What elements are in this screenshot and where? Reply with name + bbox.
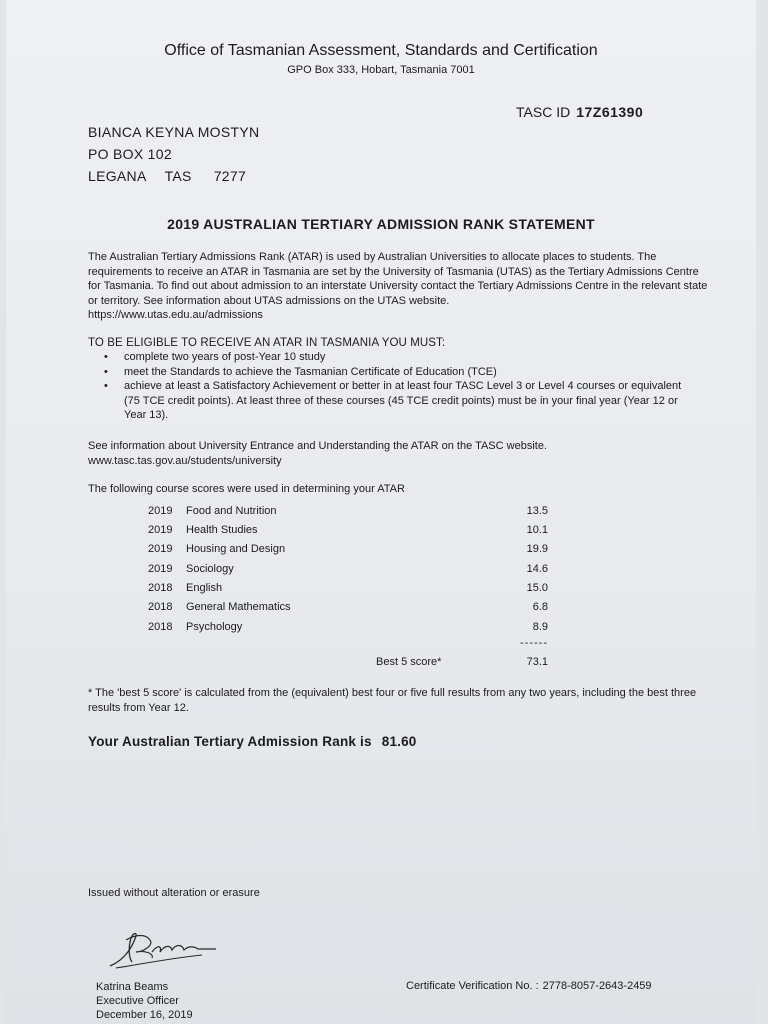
- course-score: 13.5: [526, 505, 548, 517]
- eligibility-heading: TO BE ELIGIBLE TO RECEIVE AN ATAR IN TASMANIA YOU MUST:: [88, 337, 446, 349]
- tasc-id: [516, 104, 643, 120]
- best5-label: Best 5 score*: [376, 656, 442, 668]
- course-name: Sociology: [186, 563, 234, 575]
- course-row: [6, 601, 756, 621]
- eligibility-list: [88, 350, 688, 423]
- utas-admissions-link[interactable]: https://www.utas.edu.au/admissions: [88, 309, 263, 321]
- tasc-info-text: See information about University Entrance and Understanding the ATAR on the TASC website.: [88, 440, 547, 452]
- certificate-label: Certificate Verification No. :: [406, 980, 539, 992]
- course-score: 10.1: [526, 524, 548, 536]
- atar-result: [88, 734, 417, 749]
- course-row: [6, 621, 756, 641]
- atar-statement-page: [6, 0, 756, 1024]
- recipient-suburb: LEGANA: [88, 168, 147, 184]
- course-year: 2019: [148, 563, 173, 575]
- course-score: 8.9: [532, 621, 548, 633]
- course-row: [6, 505, 756, 525]
- course-name: English: [186, 582, 223, 594]
- eligibility-item: • complete two years of post-Year 10 study: [88, 350, 688, 365]
- statement-title: 2019 AUSTRALIAN TERTIARY ADMISSION RANK STATEMENT: [167, 216, 595, 232]
- recipient-name: BIANCA KEYNA MOSTYN: [88, 124, 260, 140]
- course-year: 2018: [148, 621, 173, 633]
- certificate-number: 2778-8057-2643-2459: [542, 980, 652, 992]
- course-name: Health Studies: [186, 524, 258, 536]
- course-year: 2018: [148, 582, 173, 594]
- course-name: Psychology: [186, 621, 243, 633]
- atar-label: Your Australian Tertiary Admission Rank is: [88, 734, 372, 749]
- office-name: Office of Tasmanian Assessment, Standards and Certification: [164, 42, 598, 59]
- course-score: 14.6: [526, 563, 548, 575]
- course-year: 2019: [148, 505, 173, 517]
- tasc-id-value: 17Z61390: [576, 104, 644, 120]
- signer-name: Katrina Beams: [96, 981, 169, 993]
- course-score: 6.8: [532, 601, 548, 613]
- best5-footnote: * The 'best 5 score' is calculated from the (equivalent) best four or five full results from any two years, including the best three results from Year 12.: [88, 687, 697, 714]
- course-name: General Mathematics: [186, 601, 291, 613]
- intro-paragraph: [88, 250, 708, 323]
- course-score: 19.9: [526, 543, 548, 555]
- course-name: Food and Nutrition: [186, 505, 277, 517]
- recipient-locality: [88, 168, 246, 184]
- course-name: Housing and Design: [186, 543, 286, 555]
- atar-value: 81.60: [381, 734, 417, 749]
- issue-date: December 16, 2019: [96, 1009, 193, 1021]
- recipient-postcode: 7277: [213, 168, 247, 184]
- tasc-id-label: TASC ID: [516, 104, 571, 120]
- course-year: 2019: [148, 543, 173, 555]
- tasc-university-link[interactable]: www.tasc.tas.gov.au/students/university: [88, 454, 282, 467]
- course-year: 2019: [148, 524, 173, 536]
- eligibility-item: • meet the Standards to achieve the Tasmanian Certificate of Education (TCE): [88, 365, 688, 380]
- course-row: [6, 582, 756, 602]
- office-address: GPO Box 333, Hobart, Tasmania 7001: [287, 64, 475, 76]
- best5-value: 73.1: [526, 656, 548, 668]
- signature-image: [102, 922, 222, 974]
- course-row: [6, 543, 756, 563]
- intro-text: The Australian Tertiary Admissions Rank (ATAR) is used by Australian Universities to allocate places to students. The requirements to receive an ATAR in Tasmania are set by the University of Tasmania (UTAS) as the Tertiary Admissions Centre for Tasmania. To find out about admission to an interstate University contact the Tertiary Admissions Centre in the relevant state or territory. See information about UTAS admissions on the UTAS website.: [88, 251, 708, 307]
- signer-role: Executive Officer: [96, 995, 179, 1007]
- course-row: [6, 524, 756, 544]
- total-separator: ------: [520, 637, 548, 649]
- courses-intro: The following course scores were used in determining your ATAR: [88, 483, 405, 495]
- eligibility-item: • achieve at least a Satisfactory Achievement or better in at least four TASC Level 3 or Level 4 courses or equivalent (75 TCE credit points). At least three of these courses (45 TCE credit points) must be in your final year (Year 12 or Year 13).: [88, 379, 688, 423]
- recipient-state: TAS: [164, 168, 192, 184]
- course-row: [6, 563, 756, 583]
- tasc-info-paragraph: [88, 439, 688, 468]
- recipient-po-box: PO BOX 102: [88, 146, 172, 162]
- course-year: 2018: [148, 601, 173, 613]
- certificate-verification: [406, 980, 652, 992]
- issued-note: Issued without alteration or erasure: [88, 887, 260, 899]
- course-score: 15.0: [526, 582, 548, 594]
